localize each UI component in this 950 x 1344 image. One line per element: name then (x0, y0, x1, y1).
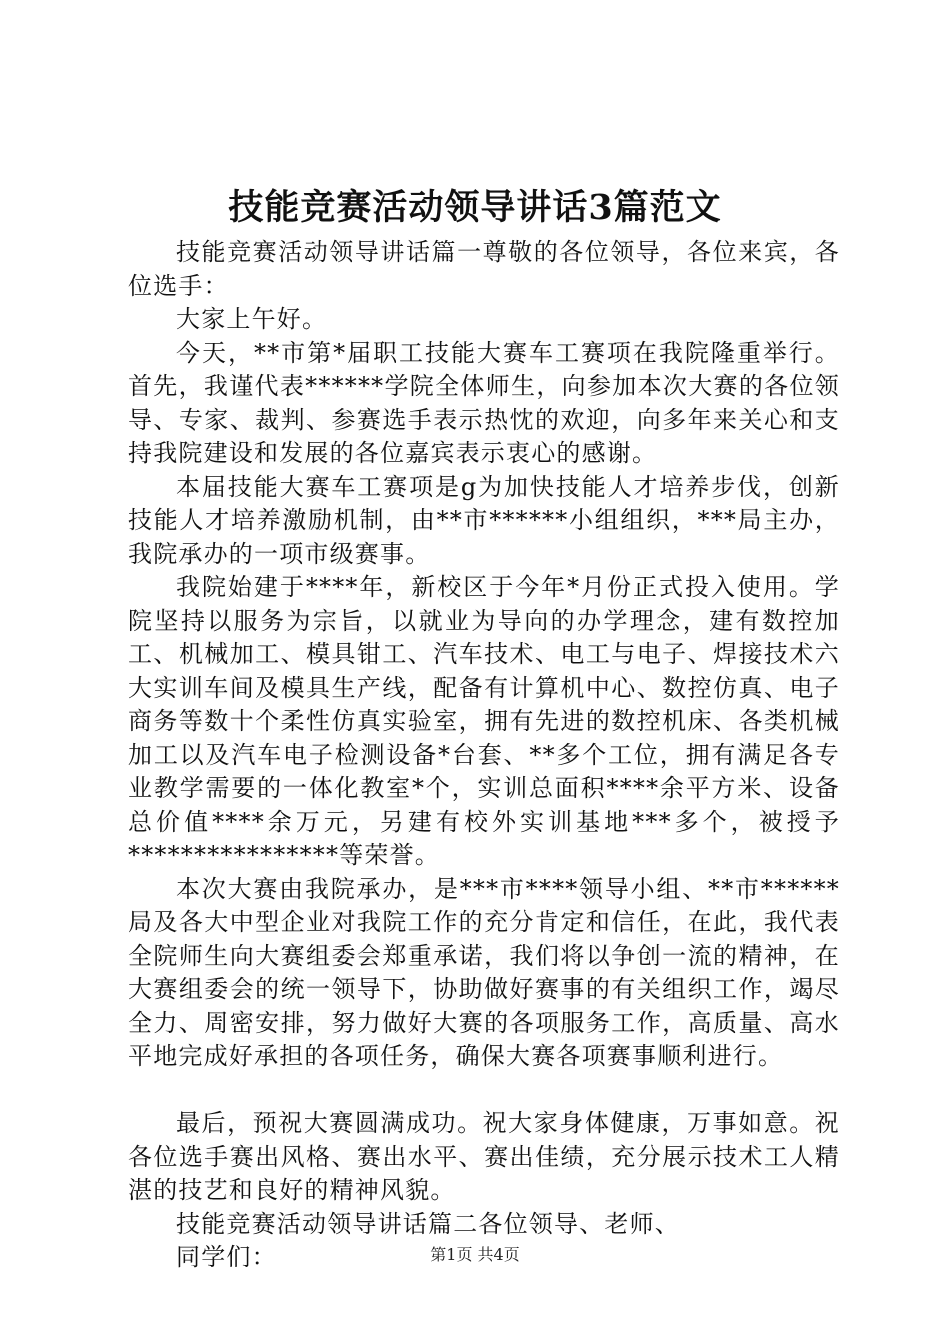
page-footer: 第1页 共4页 (430, 1245, 520, 1264)
paragraph-college-intro: 我院始建于****年，新校区于今年*月份正式投入使用。学院坚持以服务为宗旨，以就业为导向的办学理念，建有数控加工、机械加工、模具钳工、汽车技术、电工与电子、焊接技术六大实训车间及模具生产线，配备有计算机中心、数控仿真、电子商务等数十个柔性仿真实验室，拥有先进的数控机床、各类机械加工以及汽车电子检测设备*台套、**多个工位，拥有满足各专业教学需要的一体化教室*个，实训总面积****余平方米、设备总价值****余万元，另建有校外实训基地***多个，被授予****************等荣誉。 (128, 573, 840, 869)
paragraph-salutation: 技能竞赛活动领导讲话篇一尊敬的各位领导，各位来宾，各位选手： (128, 238, 840, 300)
paragraph-event-purpose: 本届技能大赛车工赛项是g为加快技能人才培养步伐，创新技能人才培养激励机制，由**市******小组组织，***局主办，我院承办的一项市级赛事。 (128, 472, 840, 568)
paragraph-speech-two-heading: 技能竞赛活动领导讲话篇二各位领导、老师、 (176, 1209, 680, 1238)
paragraph-speech-two-salutation: 同学们： (176, 1243, 277, 1271)
paragraph-commitment: 本次大赛由我院承办，是***市****领导小组、**市******局及各大中型企业对我院工作的充分肯定和信任，在此，我代表全院师生向大赛组委会郑重承诺，我们将以争创一流的精神，在大赛组委会的统一领导下，协助做好赛事的有关组织工作，竭尽全力、周密安排，努力做好大赛的各项服务工作，高质量、高水平地完成好承担的各项任务，确保大赛各项赛事顺利进行。 (128, 874, 840, 1070)
paragraph-opening: 今天，**市第*届职工技能大赛车工赛项在我院隆重举行。首先，我谨代表******学院全体师生，向参加本次大赛的各位领导、专家、裁判、参赛选手表示热忱的欢迎，向多年来关心和支持我院建设和发展的各位嘉宾表示衷心的感谢。 (128, 338, 840, 467)
paragraph-closing: 最后，预祝大赛圆满成功。祝大家身体健康，万事如意。祝各位选手赛出风格、赛出水平、赛出佳绩，充分展示技术工人精湛的技艺和良好的精神风貌。 (128, 1109, 840, 1204)
paragraph-spacer (128, 1074, 840, 1108)
paragraph-greeting: 大家上午好。 (176, 305, 328, 333)
document-body (128, 236, 840, 1275)
document-title: 技能竞赛活动领导讲话3篇范文 (228, 187, 722, 228)
